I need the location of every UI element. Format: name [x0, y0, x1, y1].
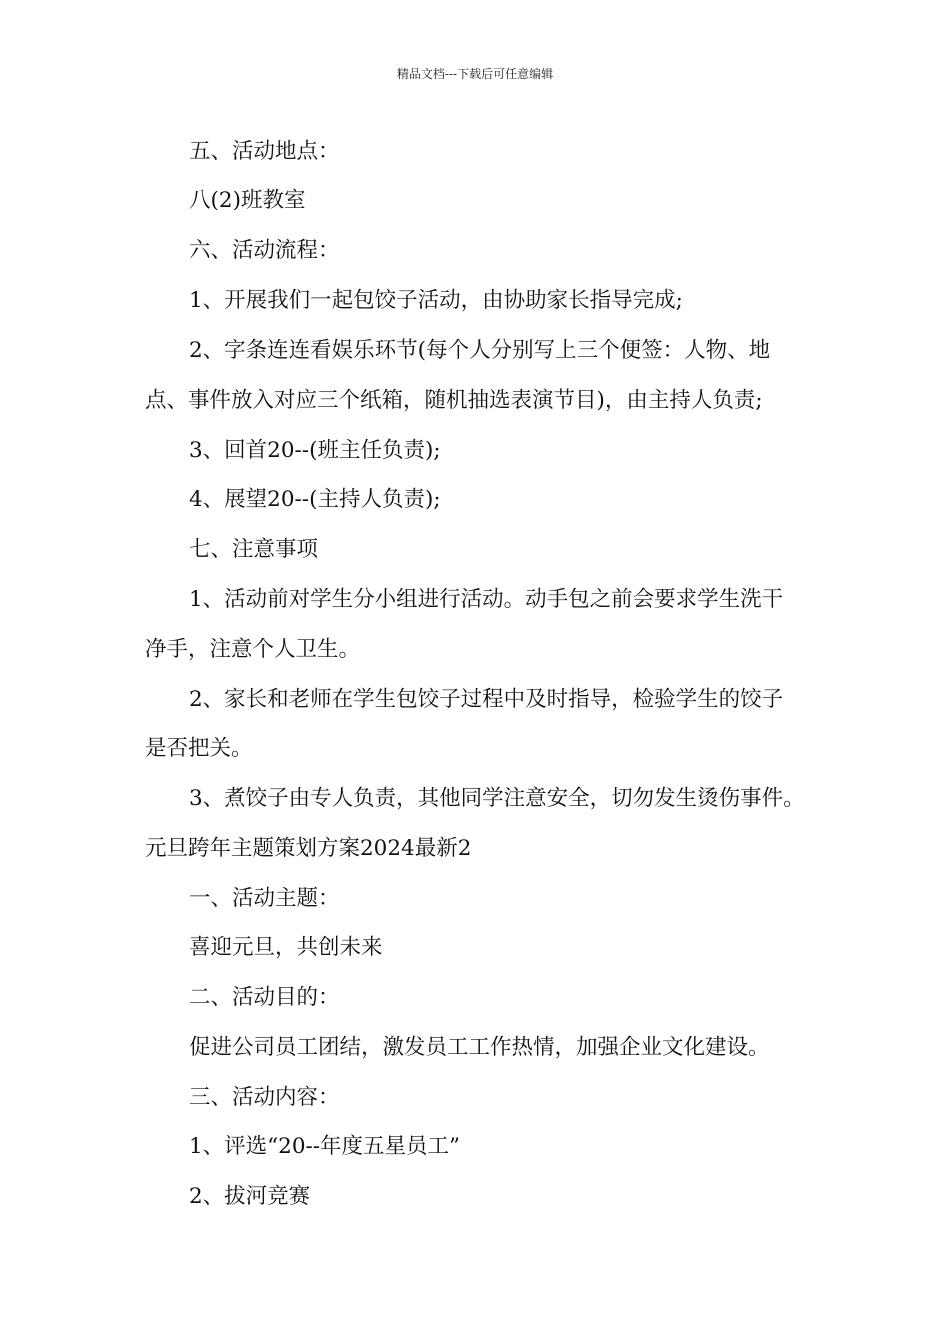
process-item-2: 2、字条连连看娱乐环节(每个人分别写上三个便签：人物、地 [189, 338, 771, 363]
notes-item-1: 1、活动前对学生分小组进行活动。动手包之前会要求学生洗干 [189, 587, 784, 612]
section-heading-process: 六、活动流程： [189, 238, 340, 263]
content-item-2: 2、拔河竞赛 [189, 1184, 311, 1209]
page-header: 精品文档---下载后可任意编辑 [396, 67, 554, 81]
section-heading-purpose: 二、活动目的： [189, 985, 340, 1010]
notes-item-3: 3、煮饺子由专人负责，其他同学注意安全，切勿发生烫伤事件。 [189, 786, 805, 811]
section-heading-location: 五、活动地点： [189, 139, 340, 164]
process-item-4: 4、展望20--(主持人负责); [189, 487, 441, 512]
theme-text: 喜迎元旦，共创未来 [189, 935, 383, 960]
process-item-1: 1、开展我们一起包饺子活动，由协助家长指导完成; [189, 288, 683, 313]
notes-item-2-continued: 是否把关。 [145, 736, 253, 761]
process-item-2-continued: 点、事件放入对应三个纸箱，随机抽选表演节目)，由主持人负责; [145, 388, 763, 413]
location-text: 八(2)班教室 [189, 188, 306, 213]
content-item-1: 1、评选“20--年度五星员工” [189, 1134, 461, 1159]
section-heading-theme: 一、活动主题： [189, 886, 340, 911]
document-title: 元旦跨年主题策划方案2024最新2 [145, 836, 472, 861]
process-item-3: 3、回首20--(班主任负责); [189, 438, 441, 463]
purpose-text: 促进公司员工团结，激发员工工作热情，加强企业文化建设。 [189, 1035, 770, 1060]
section-heading-notes: 七、注意事项 [189, 537, 319, 562]
notes-item-1-continued: 净手，注意个人卫生。 [145, 637, 361, 662]
section-heading-content: 三、活动内容： [189, 1085, 340, 1110]
notes-item-2: 2、家长和老师在学生包饺子过程中及时指导，检验学生的饺子 [189, 687, 784, 712]
